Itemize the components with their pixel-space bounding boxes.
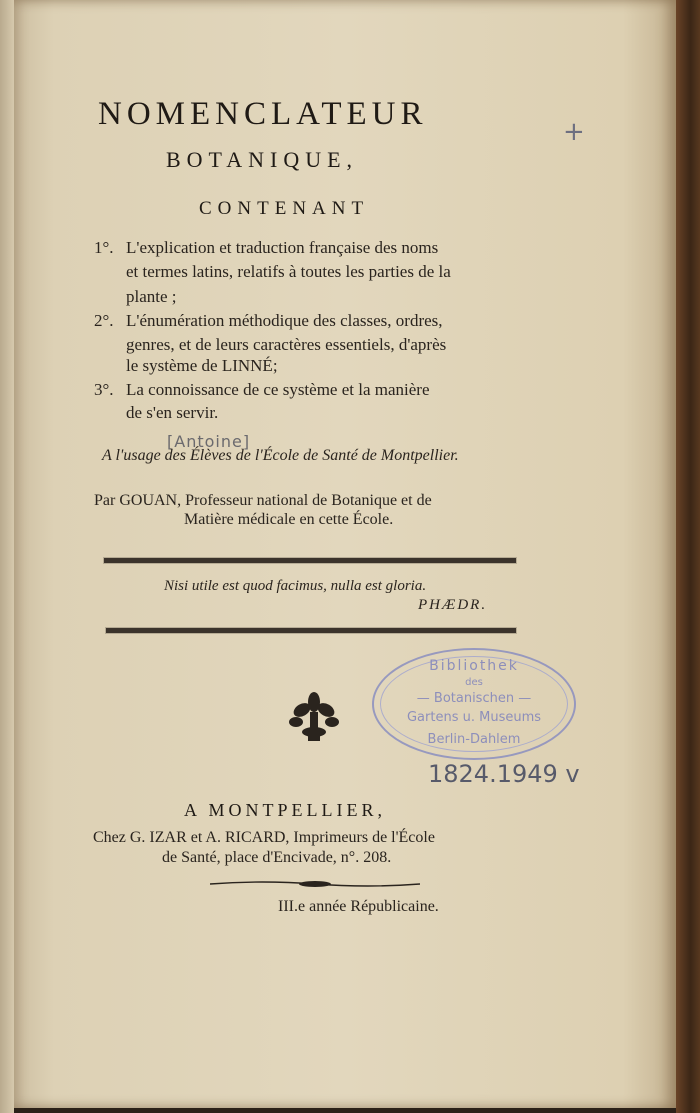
- item-2-number: 2°.: [94, 311, 114, 330]
- item-1-line-2: et termes latins, relatifs à toutes les parties de la: [126, 262, 451, 281]
- usage-line: A l'usage des Élèves de l'École de Santé de Montpellier.: [102, 447, 459, 464]
- item-3-line-2: de s'en servir.: [126, 403, 219, 422]
- imprint-line-1: Chez G. IZAR et A. RICARD, Imprimeurs de l'École: [93, 829, 435, 846]
- republican-year: III.e année Républicaine.: [278, 898, 439, 915]
- byline-line-2: Matière médicale en cette École.: [184, 511, 394, 528]
- book-subtitle: BOTANIQUE,: [166, 147, 359, 172]
- library-stamp: [372, 648, 576, 760]
- item-2-line-2: genres, et de leurs caractères essentiels, d'après: [126, 335, 447, 354]
- imprint-line-2: de Santé, place d'Encivade, n°. 208.: [162, 849, 392, 866]
- upper-rule: [104, 558, 516, 563]
- page-edge: [0, 0, 14, 1113]
- item-1-line-1: L'explication et traduction française des noms: [126, 238, 439, 257]
- item-3-number: 3°.: [94, 380, 114, 399]
- stamp-line-2: des: [465, 677, 483, 688]
- pencil-cross-mark: +: [563, 117, 585, 147]
- imprint-city: A MONTPELLIER,: [184, 800, 386, 820]
- contents-heading: CONTENANT: [199, 198, 370, 219]
- item-1-number: 1°.: [94, 238, 114, 257]
- book-spine: [676, 0, 700, 1113]
- handwritten-annotation: [Antoine]: [167, 432, 251, 451]
- book-title: NOMENCLATEUR: [98, 96, 428, 132]
- item-3-line-1: La connoissance de ce système et la manière: [126, 380, 430, 399]
- byline-line-1: Par GOUAN, Professeur national de Botanique et de: [94, 492, 432, 509]
- lower-rule: [106, 628, 516, 633]
- item-2-line-1: L'énumération méthodique des classes, ordres,: [126, 311, 443, 330]
- call-number: 1824.1949 v: [428, 760, 580, 788]
- stamp-line-1: Bibliothek: [429, 658, 519, 674]
- item-1-line-3: plante ;: [126, 287, 177, 306]
- motto: Nisi utile est quod facimus, nulla est gloria.: [164, 578, 427, 594]
- stamp-line-3: — Botanischen —: [416, 691, 532, 706]
- title-page: [14, 0, 676, 1108]
- stamp-line-5: Berlin-Dahlem: [427, 732, 521, 747]
- stamp-line-4: Gartens u. Museums: [406, 710, 542, 725]
- item-2-line-3: le système de LINNÉ;: [126, 356, 278, 375]
- motto-author: PHÆDR.: [418, 597, 488, 613]
- fleuron-ornament-icon: [288, 688, 340, 742]
- decorative-swash-rule: [210, 878, 420, 890]
